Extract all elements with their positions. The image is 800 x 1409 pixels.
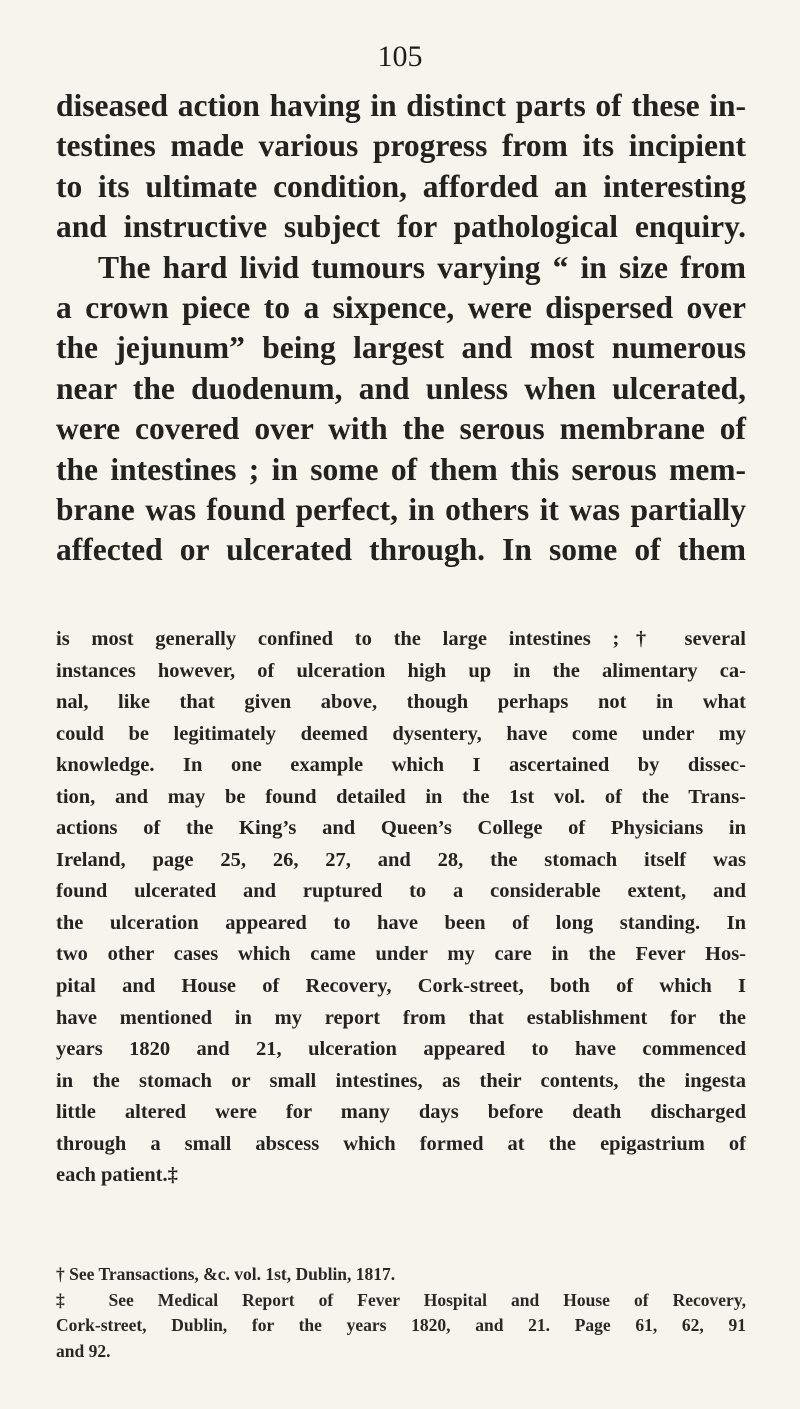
- text-line: is most generally confined to the large intestines ;† several: [56, 628, 746, 650]
- text-line: pital and House of Recovery, Cork-street, both of which I: [56, 975, 746, 998]
- text-line: could be legitimately deemed dysentery, have come under my: [56, 722, 746, 745]
- text-line: each patient.‡: [56, 1164, 178, 1187]
- text-line: actions of the King’s and Queen’s College of Physicians in: [56, 817, 746, 840]
- footnotes: [56, 1262, 746, 1364]
- text-line: two other cases which came under my care in the Fever Hos-: [56, 943, 746, 966]
- text-line: testines made various progress from its incipient: [56, 128, 746, 164]
- text-line: The hard livid tumours varying “ in size from: [98, 249, 746, 285]
- footnote-double-dagger: ‡ See Medical Report of Fever Hospital and House of Recovery,: [56, 1289, 746, 1310]
- text-line: through a small abscess which formed at the epigastrium of: [56, 1132, 746, 1155]
- page-number: 105: [377, 40, 423, 73]
- footnote-dagger: † See Transactions, &c. vol. 1st, Dublin, 1817.: [56, 1264, 396, 1284]
- text-line: the ulceration appeared to have been of long standing. In: [56, 911, 746, 934]
- text-line: affected or ulcerated through. In some of them: [56, 532, 746, 568]
- text-line: knowledge. In one example which I ascertained by dissec-: [56, 754, 746, 777]
- text-line: to its ultimate condition, afforded an interesting: [56, 168, 746, 204]
- main-paragraph-large: [56, 86, 746, 571]
- text-line: the intestines ; in some of them this serous mem-: [56, 451, 746, 487]
- main-paragraph-small: [56, 624, 746, 1192]
- text-line: instances however, of ulceration high up in the alimentary ca-: [56, 659, 746, 682]
- text-line: and instructive subject for pathological enquiry.: [56, 209, 746, 245]
- text-line: a crown piece to a sixpence, were dispersed over: [56, 290, 746, 326]
- text-line: Ireland, page 25, 26, 27, and 28, the stomach itself was: [56, 848, 746, 871]
- text-line: near the duodenum, and unless when ulcerated,: [56, 370, 746, 406]
- text-line: years 1820 and 21, ulceration appeared to have commenced: [56, 1038, 746, 1061]
- text-line: found ulcerated and ruptured to a considerable extent, and: [56, 880, 746, 903]
- text-line: nal, like that given above, though perhaps not in what: [56, 691, 746, 714]
- footnote-line: Cork-street, Dublin, for the years 1820, and 21. Page 61, 62, 91: [56, 1315, 746, 1336]
- text-line: brane was found perfect, in others it was partially: [56, 492, 746, 528]
- text-line: the jejunum” being largest and most numerous: [56, 330, 746, 366]
- text-line: diseased action having in distinct parts of these in-: [56, 88, 746, 123]
- text-line: little altered were for many days before death discharged: [56, 1101, 746, 1124]
- text-line: were covered over with the serous membrane of: [56, 411, 746, 447]
- text-line: have mentioned in my report from that establishment for the: [56, 1006, 746, 1029]
- text-line: in the stomach or small intestines, as their contents, the ingesta: [56, 1069, 746, 1092]
- text-line: tion, and may be found detailed in the 1st vol. of the Trans-: [56, 785, 746, 808]
- footnote-line: and 92.: [56, 1340, 111, 1361]
